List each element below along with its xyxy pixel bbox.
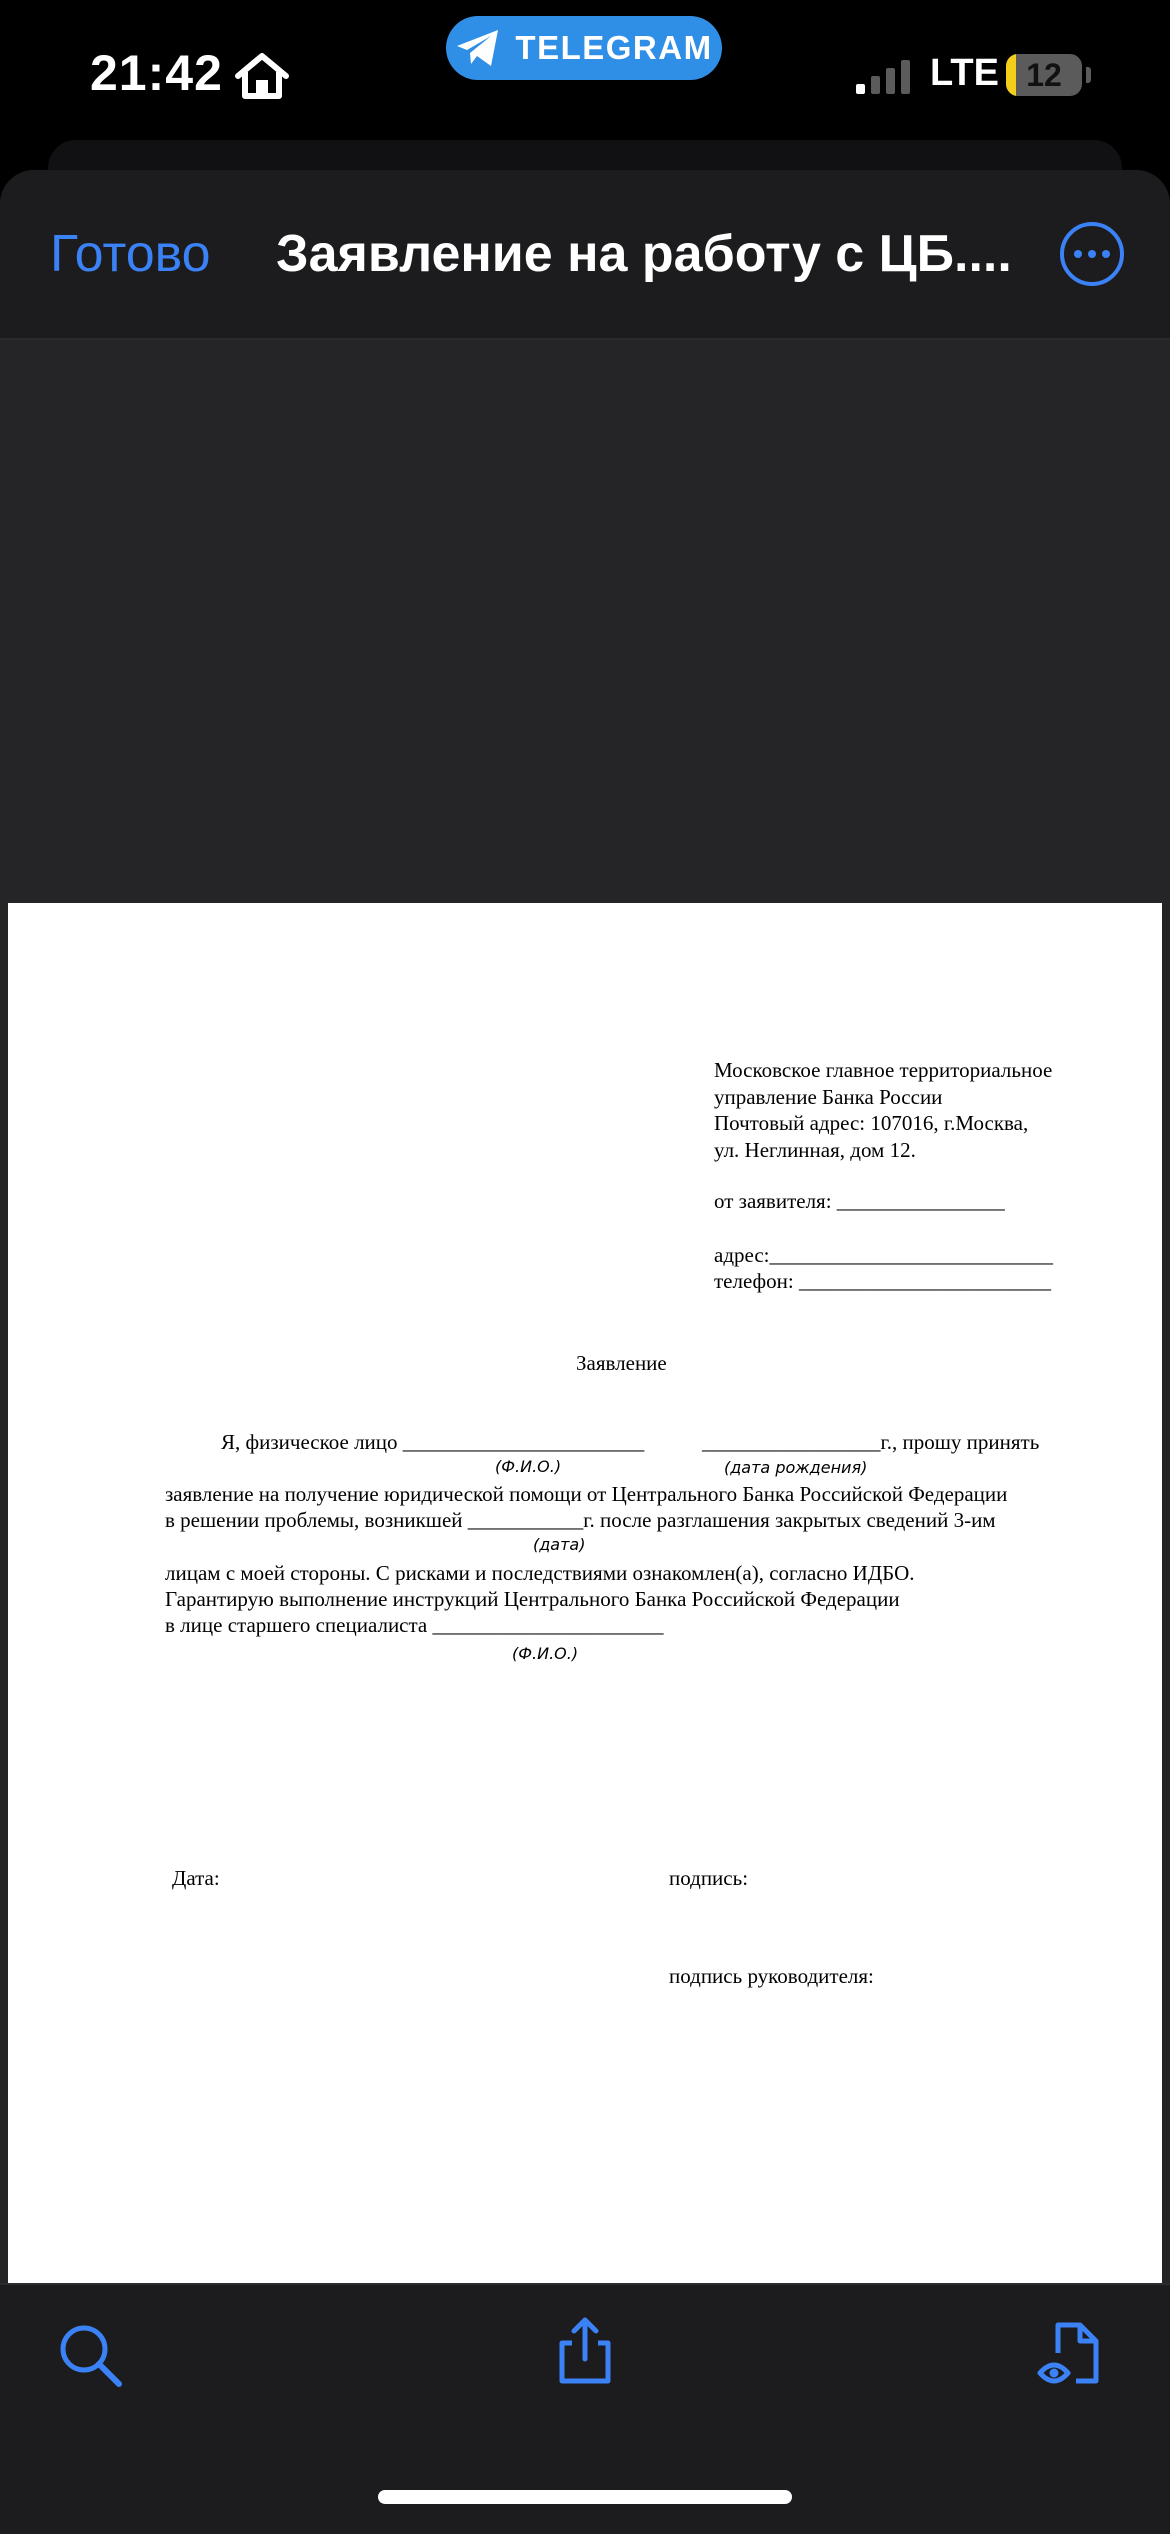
- recipient-line-1: Московское главное территориальное: [714, 1058, 1053, 1082]
- done-button[interactable]: Готово: [50, 225, 211, 283]
- body-line-4: лицам с моей стороны. С рисками и последствиями ознакомлен(а), согласно ИДБО.: [165, 1561, 915, 1585]
- body-line-2: заявление на получение юридической помощи от Центрального Банка Российской Федерации: [165, 1482, 1008, 1506]
- signature-label: подпись:: [669, 1866, 749, 1890]
- body-line-1b: _________________г., прошу принять: [702, 1430, 1040, 1454]
- body-line-1a: Я, физическое лицо _______________________: [221, 1430, 645, 1454]
- hint-birth-date: (дата рождения): [724, 1458, 868, 1477]
- network-type: LTE: [930, 52, 999, 94]
- status-time: 21:42: [90, 45, 223, 101]
- home-icon: [234, 52, 290, 100]
- recipient-line-4: ул. Неглинная, дом 12.: [714, 1138, 916, 1162]
- battery-level: 12: [1026, 57, 1062, 93]
- document-title: Заявление на работу с ЦБ....: [276, 225, 1012, 283]
- phone-field: телефон: ________________________: [714, 1269, 1051, 1293]
- document-viewer[interactable]: [0, 340, 1170, 2290]
- telegram-pill-label: TELEGRAM: [515, 29, 713, 66]
- address-field: адрес:___________________________: [714, 1243, 1054, 1267]
- applicant-field: от заявителя: ________________: [714, 1189, 1005, 1213]
- home-indicator[interactable]: [378, 2490, 792, 2504]
- head-signature-label: подпись руководителя:: [669, 1964, 874, 1988]
- battery-indicator: [1006, 54, 1090, 96]
- hint-fio: (Ф.И.О.): [495, 1457, 562, 1476]
- navigation-bar: [0, 170, 1170, 338]
- search-icon[interactable]: [56, 2321, 126, 2391]
- body-line-3: в решении проблемы, возникшей ___________г. после разглашения закрытых сведений 3-им: [165, 1508, 996, 1532]
- recipient-line-2: управление Банка России: [714, 1085, 943, 1109]
- date-label: Дата:: [172, 1866, 220, 1890]
- body-line-5: Гарантирую выполнение инструкций Центрального Банка Российской Федерации: [165, 1587, 900, 1611]
- telegram-plane-icon: [455, 28, 501, 68]
- more-options-button[interactable]: [1060, 222, 1124, 286]
- share-icon[interactable]: [550, 2315, 620, 2385]
- telegram-return-pill[interactable]: [446, 16, 722, 80]
- body-line-6: в лице старшего специалиста ______________________: [165, 1613, 664, 1637]
- recipient-line-3: Почтовый адрес: 107016, г.Москва,: [714, 1111, 1029, 1135]
- document-heading: Заявление: [576, 1351, 667, 1375]
- hint-specialist-fio: (Ф.И.О.): [512, 1644, 579, 1663]
- signal-strength-icon: [856, 58, 916, 94]
- hint-date: (дата): [533, 1535, 586, 1554]
- document-page: [8, 903, 1162, 2398]
- document-view-icon[interactable]: [1036, 2319, 1106, 2389]
- document-sheet: [0, 170, 1170, 2532]
